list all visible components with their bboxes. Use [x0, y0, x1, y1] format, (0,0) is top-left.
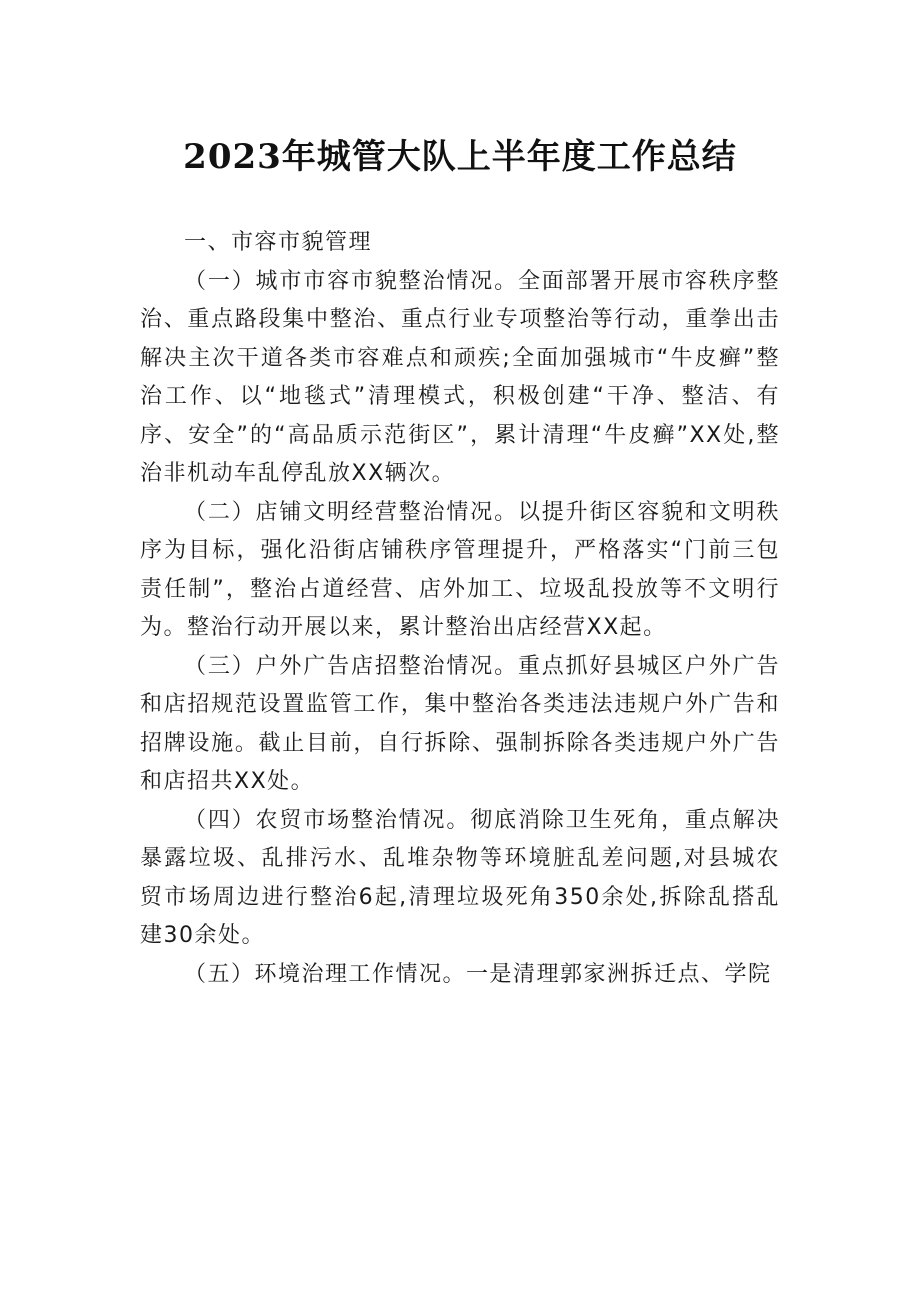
document-body: [140, 224, 780, 994]
paragraph-2: （二）店铺文明经营整治情况。以提升街区容貌和文明秩序为目标，强化沿街店铺秩序管理提升，严格落实“门前三包责任制”，整治占道经营、店外加工、垃圾乱投放等不文明行为。整治行动开展以来，累计整治出店经营XX起。: [140, 499, 780, 640]
section-heading: 一、市容市貌管理: [184, 230, 373, 255]
document-title: 2023年城管大队上半年度工作总结: [183, 137, 737, 177]
paragraph-1: （一）城市市容市貌整治情况。全面部署开展市容秩序整治、重点路段集中整治、重点行业专项整治等行动，重拳出击解决主次干道各类市容难点和顽疾;全面加强城市“牛皮癣”整治工作、以“地毯式”清理模式，积极创建“干净、整洁、有序、安全”的“高品质示范街区”，累计清理“牛皮癣”XX处,整治非机动车乱停乱放XX辆次。: [140, 268, 780, 486]
paragraph-5: （五）环境治理工作情况。一是清理郭家洲拆迁点、学院: [184, 961, 772, 987]
paragraph-3: （三）户外广告店招整治情况。重点抓好县城区户外广告和店招规范设置监管工作，集中整治各类违法违规户外广告和招牌设施。截止目前，自行拆除、强制拆除各类违规户外广告和店招共XX处。: [140, 653, 780, 794]
paragraph-4: （四）农贸市场整治情况。彻底消除卫生死角，重点解决暴露垃圾、乱排污水、乱堆杂物等环境脏乱差问题,对县城农贸市场周边进行整治6起,清理垃圾死角350余处,拆除乱搭乱建30余处。: [140, 807, 780, 948]
